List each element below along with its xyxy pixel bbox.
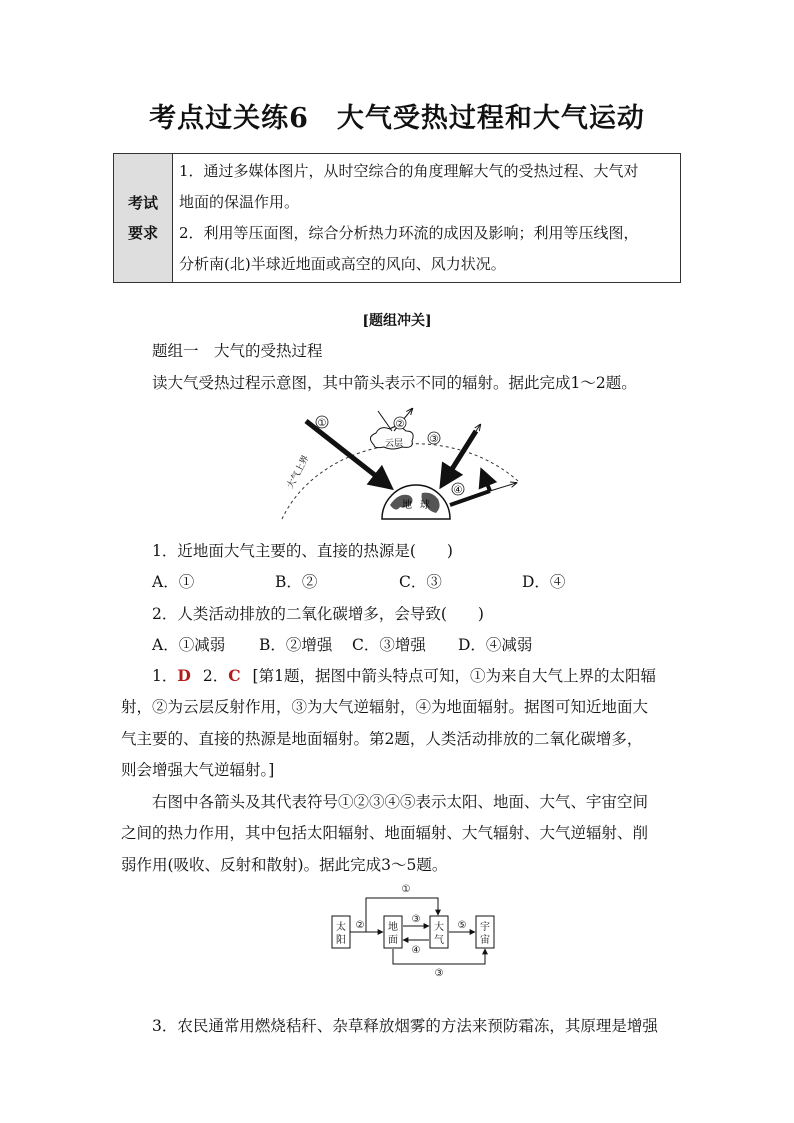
question-1-option-b: B．② [275, 573, 318, 591]
requirement-1-line-b: 地面的保温作用。 [179, 193, 300, 211]
group-2-intro-line-2: 之间的热力作用，其中包括太阳辐射、地面辐射、大气辐射、大气逆辐射、削 [121, 824, 649, 842]
flow-label-2: ② [355, 920, 365, 931]
sun-label-1: 太 [336, 922, 346, 933]
question-2-stem: 2．人类活动排放的二氧化碳增多，会导致( ) [152, 605, 484, 623]
question-2-option-c: C．③增强 [352, 636, 426, 654]
arrow-1-label: ① [317, 418, 327, 429]
question-2-option-a: A．①减弱 [152, 636, 226, 654]
requirements-label-line-2: 要求 [127, 224, 158, 242]
boundary-label: 大气上界 [285, 453, 312, 491]
answer-choice-1: D [177, 666, 191, 685]
atmosphere-label-1: 大 [434, 922, 444, 933]
earth-label-2: 球 [420, 500, 430, 511]
arrow-4-label: ④ [453, 485, 463, 496]
flow-arrow-bottom [393, 949, 485, 964]
question-1-option-a: A．① [152, 573, 195, 591]
question-1-option-c: C．③ [399, 573, 442, 591]
heating-process-diagram [270, 405, 530, 523]
requirements-table [113, 153, 681, 283]
flow-label-5: ⑤ [457, 920, 467, 931]
answer-choice-2: C [228, 666, 241, 685]
answer-number-2: 2． [202, 667, 229, 685]
section-heading: [题组冲关] [362, 313, 432, 329]
space-label-2: 宙 [480, 935, 490, 946]
ground-label-1: 地 [388, 922, 398, 933]
flow-label-bottom: ③ [434, 968, 444, 978]
question-2-option-d: D．④减弱 [458, 636, 533, 654]
question-3-stem: 3．农民通常用燃烧秸秆、杂草释放烟雾的方法来预防霜冻，其原理是增强 [152, 1017, 658, 1035]
ground-label-2: 面 [388, 935, 398, 946]
earth-shape [382, 485, 450, 519]
cloud-label: 云层 [384, 439, 404, 449]
arrow-atmospheric-counter-radiation [442, 431, 476, 485]
answer-explanation-start: [第1题，据图中箭头特点可知，①为来自大气上界的太阳辐 [252, 667, 656, 685]
requirements-label-line-1: 考试 [127, 194, 158, 212]
requirement-2-line-a: 2．利用等压面图，综合分析热力环流的成因及影响；利用等压线图， [179, 224, 639, 242]
requirements-content [173, 154, 681, 283]
answer-number-1: 1． [152, 667, 178, 685]
page-title: 考点过关练6 大气受热过程和大气运动 [149, 103, 645, 134]
answer-1-line-2: 射，②为云层反射作用，③为大气逆辐射，④为地面辐射。据图可知近地面大 [121, 698, 649, 716]
arrow-ground-radiation-up [482, 471, 490, 491]
answer-1-line-4: 则会增强大气逆辐射。] [121, 761, 275, 779]
group-2-intro-line-3: 弱作用(吸收、反射和散射)。据此完成3～5题。 [121, 856, 448, 874]
group-2-intro-line-1: 右图中各箭头及其代表符号①②③④⑤表示太阳、地面、大气、宇宙空间 [152, 793, 649, 811]
flow-label-4: ④ [411, 945, 421, 956]
heat-exchange-flow-diagram [326, 880, 506, 978]
answer-1-line-3: 气主要的、直接的热源是地面辐射。第2题，人类活动排放的二氧化碳增多， [121, 730, 643, 748]
flow-label-1: ① [401, 884, 411, 895]
arrow-3-tail [476, 425, 480, 431]
arrow-2-label: ② [395, 419, 405, 430]
requirement-1-line-a: 1．通过多媒体图片，从时空综合的角度理解大气的受热过程、大气对 [179, 162, 639, 180]
earth-label-1: 地 [402, 500, 412, 511]
requirements-label [114, 154, 173, 283]
sun-label-2: 阳 [336, 935, 346, 946]
arrow-3-label: ③ [429, 434, 439, 445]
atmosphere-label-2: 气 [434, 935, 444, 946]
question-1-stem: 1．近地面大气主要的、直接的热源是( ) [152, 542, 453, 560]
space-label-1: 宇 [480, 922, 490, 933]
group-1-title: 题组一 大气的受热过程 [152, 342, 323, 360]
group-1-intro: 读大气受热过程示意图，其中箭头表示不同的辐射。据此完成1～2题。 [152, 374, 637, 392]
flow-label-3: ③ [411, 914, 421, 925]
question-2-option-b: B．②增强 [259, 636, 333, 654]
arrow-ground-radiation-escape [490, 483, 516, 491]
question-1-option-d: D．④ [522, 573, 566, 591]
requirement-2-line-b: 分析南(北)半球近地面或高空的风向、风力状况。 [179, 255, 506, 273]
answer-1-line-1 [152, 666, 656, 686]
